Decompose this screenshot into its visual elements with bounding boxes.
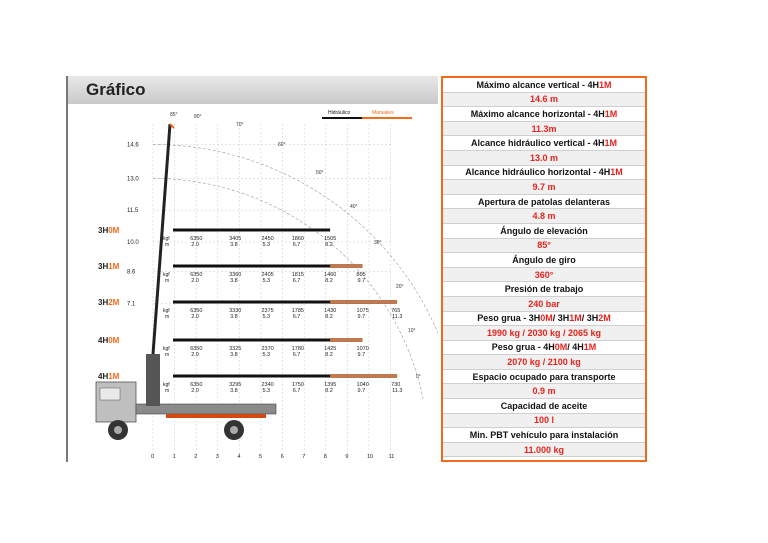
unit-m: m xyxy=(165,242,170,248)
load-distance: 11.3 xyxy=(392,314,403,320)
load-distance: 3.8 xyxy=(230,388,238,394)
horizontal-tick-label: 6 xyxy=(280,454,284,460)
horizontal-tick-label: 3 xyxy=(215,454,219,460)
spec-value: 11.3m xyxy=(443,122,645,137)
spec-value: 360° xyxy=(443,268,645,283)
angle-label: 70° xyxy=(236,122,244,128)
spec-label: Alcance hidráulico horizontal - 4H 1M xyxy=(443,166,645,181)
load-kgf: 2375 xyxy=(261,308,274,314)
load-distance: 3.8 xyxy=(230,278,238,284)
load-distance: 8.2 xyxy=(325,352,333,358)
spec-value: 4.8 m xyxy=(443,209,645,224)
spec-table xyxy=(441,76,647,462)
load-distance: 5.3 xyxy=(262,388,271,394)
load-kgf: 6350 xyxy=(190,308,203,314)
angle-label: 20° xyxy=(396,284,404,290)
load-kgf: 3325 xyxy=(229,346,242,352)
vertical-tick-label: 8.6 xyxy=(127,269,136,276)
spec-value: 240 bar xyxy=(443,297,645,312)
horizontal-tick-label: 0 xyxy=(151,454,155,460)
config-label xyxy=(98,226,120,235)
load-kgf: 3360 xyxy=(229,272,242,278)
load-kgf: 1075 xyxy=(356,308,369,314)
config-label xyxy=(98,298,120,307)
boom-configurations xyxy=(98,226,402,394)
unit-m: m xyxy=(165,314,170,320)
load-distance: 8.2 xyxy=(325,388,333,394)
load-distance: 6.7 xyxy=(292,278,301,284)
load-kgf: 2370 xyxy=(261,346,274,352)
config-label-suffix: 1M xyxy=(108,372,120,381)
angle-label: 85° xyxy=(170,112,178,118)
boom-config-3h2m xyxy=(98,298,402,320)
spec-value: 0.9 m xyxy=(443,384,645,399)
truck-window xyxy=(100,388,120,400)
load-distance: 2.0 xyxy=(191,388,199,394)
load-kgf: 6350 xyxy=(190,346,203,352)
unit-kgf: kgf xyxy=(163,236,170,242)
spec-label: Min. PBT vehículo para instalación xyxy=(443,428,645,443)
angle-label: 50° xyxy=(316,170,324,176)
horizontal-tick-label: 9 xyxy=(345,454,349,460)
boom-config-4h1m xyxy=(98,372,402,394)
unit-kgf: kgf xyxy=(163,382,170,388)
load-kgf: 1395 xyxy=(324,382,337,388)
horizontal-tick-label: 11 xyxy=(388,454,395,460)
horizontal-tick-label: 5 xyxy=(259,454,263,460)
load-kgf: 6350 xyxy=(190,236,203,242)
config-label-prefix: 3H xyxy=(98,262,109,271)
vertical-axis xyxy=(127,142,139,307)
load-distance: 3.8 xyxy=(230,314,238,320)
spec-label: Peso grua - 4H 0M / 4H 1M xyxy=(443,341,645,356)
load-distance: 2.0 xyxy=(191,278,199,284)
config-label-prefix: 4H xyxy=(98,372,109,381)
config-label-prefix: 3H xyxy=(98,298,109,307)
load-distance: 3.8 xyxy=(230,242,238,248)
vertical-tick-label: 7.1 xyxy=(127,301,136,308)
spec-value: 85° xyxy=(443,239,645,254)
load-distance: 5.3 xyxy=(262,314,271,320)
truck-bed xyxy=(166,414,266,418)
load-kgf: 1750 xyxy=(291,382,304,388)
unit-m: m xyxy=(165,388,170,394)
load-kgf: 3405 xyxy=(229,236,242,242)
load-kgf: 2450 xyxy=(261,236,274,242)
load-kgf: 6350 xyxy=(190,382,203,388)
angle-label: 60° xyxy=(278,142,286,148)
load-distance: 2.0 xyxy=(191,242,199,248)
load-kgf: 1460 xyxy=(324,272,337,278)
legend xyxy=(322,110,412,118)
load-kgf: 1040 xyxy=(356,382,369,388)
load-distance: 5.3 xyxy=(262,352,271,358)
load-distance: 5.3 xyxy=(262,278,271,284)
load-distance: 8.2 xyxy=(325,314,333,320)
spec-label: Ángulo de elevación xyxy=(443,224,645,239)
boom-config-3h1m xyxy=(98,262,366,284)
unit-m: m xyxy=(165,278,170,284)
config-label-prefix: 3H xyxy=(98,226,109,235)
load-kgf: 1505 xyxy=(324,236,337,242)
load-distance: 6.7 xyxy=(292,242,301,248)
config-label xyxy=(98,262,120,271)
horizontal-tick-label: 4 xyxy=(237,454,241,460)
load-distance: 8.2 xyxy=(325,242,333,248)
load-kgf: 805 xyxy=(356,272,366,278)
load-distance: 11.3 xyxy=(392,388,403,394)
spec-label: Presión de trabajo xyxy=(443,282,645,297)
load-kgf: 3295 xyxy=(229,382,242,388)
load-kgf: 1860 xyxy=(291,236,304,242)
spec-value: 9.7 m xyxy=(443,180,645,195)
load-kgf: 1070 xyxy=(356,346,369,352)
vertical-tick-label: 13.0 xyxy=(127,176,139,183)
load-distance: 9.7 xyxy=(357,352,366,358)
config-label xyxy=(98,336,120,345)
section-title: Gráfico xyxy=(86,80,146,99)
horizontal-tick-label: 8 xyxy=(323,454,327,460)
unit-kgf: kgf xyxy=(163,308,170,314)
spec-value: 100 l xyxy=(443,414,645,429)
spec-label: Espacio ocupado para transporte xyxy=(443,370,645,385)
load-kgf: 765 xyxy=(391,308,401,314)
load-distance: 6.7 xyxy=(292,352,301,358)
config-label-suffix: 2M xyxy=(108,298,120,307)
crane-column xyxy=(146,354,160,406)
config-label-prefix: 4H xyxy=(98,336,109,345)
spec-label: Alcance hidráulico vertical - 4H 1M xyxy=(443,136,645,151)
spec-value: 1990 kg / 2030 kg / 2065 kg xyxy=(443,326,645,341)
spec-value: 14.6 m xyxy=(443,93,645,108)
legend-manual-label: Manuales xyxy=(372,110,394,116)
spec-value: 13.0 m xyxy=(443,151,645,166)
horizontal-tick-label: 2 xyxy=(194,454,198,460)
spec-label: Peso grua - 3H 0M / 3H 1M / 3H 2M xyxy=(443,312,645,327)
unit-kgf: kgf xyxy=(163,346,170,352)
spec-label: Ángulo de giro xyxy=(443,253,645,268)
load-distance: 3.8 xyxy=(230,352,238,358)
reach-arc xyxy=(153,178,423,398)
vertical-tick-label: 11.5 xyxy=(127,208,139,215)
angle-label: 10° xyxy=(408,328,416,334)
angle-label: 30° xyxy=(374,240,382,246)
truck-illustration xyxy=(96,124,276,440)
horizontal-tick-label: 7 xyxy=(302,454,306,460)
load-distance: 8.2 xyxy=(325,278,333,284)
load-distance: 5.3 xyxy=(262,242,271,248)
spec-value: 11.000 kg xyxy=(443,443,645,458)
load-kgf: 6350 xyxy=(190,272,203,278)
angle-label: 40° xyxy=(350,204,358,210)
load-distance: 6.7 xyxy=(292,314,301,320)
vertical-tick-label: 14.6 xyxy=(127,142,139,149)
load-kgf: 1780 xyxy=(291,346,304,352)
spec-label: Apertura de patolas delanteras xyxy=(443,195,645,210)
horizontal-tick-label: 10 xyxy=(367,454,374,460)
load-distance: 9.7 xyxy=(357,388,366,394)
load-distance: 9.7 xyxy=(357,278,366,284)
load-kgf: 1785 xyxy=(291,308,304,314)
angle-label: 80° xyxy=(194,114,202,120)
load-distance: 9.7 xyxy=(357,314,366,320)
reach-diagram xyxy=(66,104,438,462)
load-distance: 6.7 xyxy=(292,388,301,394)
horizontal-axis xyxy=(151,454,394,460)
unit-kgf: kgf xyxy=(163,272,170,278)
spec-label: Capacidad de aceite xyxy=(443,399,645,414)
spec-label: Máximo alcance vertical - 4H 1M xyxy=(443,78,645,93)
load-kgf: 1430 xyxy=(324,308,337,314)
load-kgf: 730 xyxy=(391,382,401,388)
load-kgf: 2340 xyxy=(261,382,274,388)
vertical-tick-label: 10.0 xyxy=(127,240,139,246)
load-distance: 2.0 xyxy=(191,352,199,358)
config-label-suffix: 0M xyxy=(108,336,120,345)
spec-label: Máximo alcance horizontal - 4H 1M xyxy=(443,107,645,122)
config-label-suffix: 0M xyxy=(108,226,120,235)
boom-config-4h0m xyxy=(98,336,369,358)
angle-label: 0° xyxy=(416,374,421,380)
spec-value: 2070 kg / 2100 kg xyxy=(443,355,645,370)
legend-hydraulic-label: Hidráulico xyxy=(328,110,351,116)
load-kgf: 1815 xyxy=(291,272,304,278)
load-kgf: 3330 xyxy=(229,308,242,314)
horizontal-tick-label: 1 xyxy=(172,454,176,460)
load-kgf: 1425 xyxy=(324,346,337,352)
section-header xyxy=(66,76,438,104)
load-distance: 2.0 xyxy=(191,314,199,320)
config-label xyxy=(98,372,120,381)
config-label-suffix: 1M xyxy=(108,262,120,271)
unit-m: m xyxy=(165,352,170,358)
load-kgf: 2405 xyxy=(261,272,274,278)
